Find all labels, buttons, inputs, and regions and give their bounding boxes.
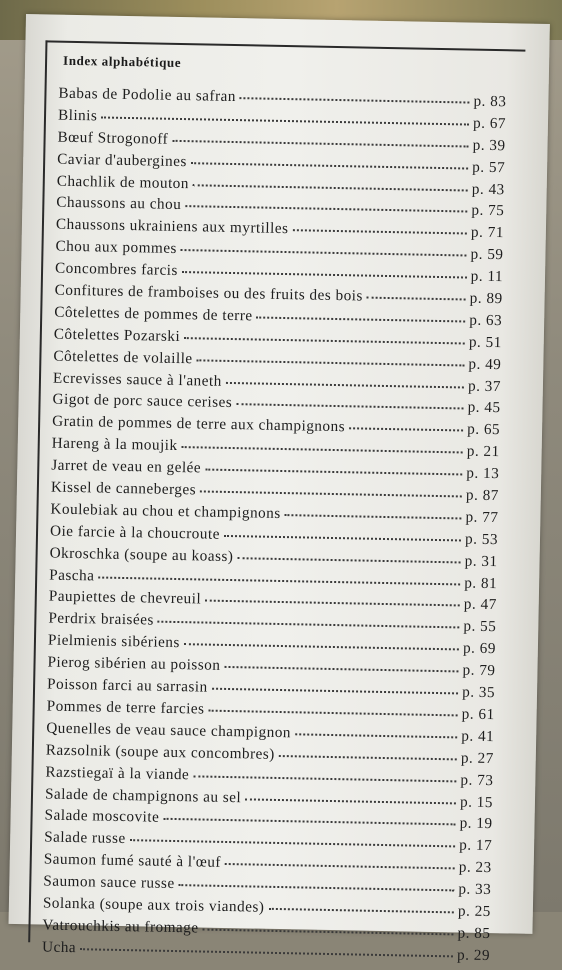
dot-leader <box>205 466 462 476</box>
entry-page-number: p. 19 <box>459 814 493 833</box>
entry-page-number: p. 27 <box>460 749 494 767</box>
entry-label: Saumon sauce russe <box>43 872 175 893</box>
dot-leader <box>193 772 456 782</box>
entry-page-number: p. 57 <box>472 158 506 176</box>
dot-leader <box>80 945 453 957</box>
dot-leader <box>197 356 465 366</box>
entry-label: Perdrix braisées <box>48 609 154 629</box>
entry-page-number: p. 55 <box>463 617 497 636</box>
entry-label: Pascha <box>49 566 95 585</box>
entry-page-number: p. 33 <box>458 880 492 899</box>
entry-label: Ucha <box>41 938 77 956</box>
entry-page-number: p. 21 <box>466 442 500 461</box>
dot-leader <box>292 226 467 234</box>
dot-leader <box>205 597 460 607</box>
dot-leader <box>225 860 455 869</box>
entry-label: Razstiegaï à la viande <box>45 763 190 783</box>
entry-label: Okroschka (soupe au koass) <box>49 544 234 565</box>
entry-page-number: p. 85 <box>457 924 491 942</box>
entry-page-number: p. 67 <box>472 114 507 133</box>
dot-leader <box>257 313 466 322</box>
entry-label: Confitures de framboises ou des fruits des bois <box>54 281 364 305</box>
dot-leader <box>245 795 456 804</box>
entry-page-number: p. 41 <box>461 727 495 745</box>
dot-leader <box>98 573 460 585</box>
entry-page-number: p. 69 <box>462 639 497 658</box>
dot-leader <box>184 640 459 650</box>
entry-page-number: p. 81 <box>464 574 498 592</box>
dot-leader <box>179 881 455 891</box>
entry-label: Salade de champignons au sel <box>44 785 242 806</box>
entry-label: Côtelettes de volaille <box>53 347 193 367</box>
book-page <box>9 14 550 964</box>
dot-leader <box>130 836 456 847</box>
entry-label: Babas de Podolie au safran <box>58 84 237 106</box>
entry-page-number: p. 51 <box>468 333 502 351</box>
dot-leader <box>268 905 454 914</box>
dot-leader <box>191 159 469 169</box>
entry-label: Chou aux pommes <box>55 237 178 258</box>
entry-page-number: p. 49 <box>468 355 502 373</box>
index-title: Index alphabétique <box>62 52 182 70</box>
entry-label: Oie farcie à la choucroute <box>49 522 221 543</box>
entry-page-number: p. 53 <box>464 530 499 548</box>
entry-page-number: p. 79 <box>462 661 496 680</box>
dot-leader <box>200 487 462 497</box>
entry-label: Saumon fumé sauté à l'œuf <box>43 850 222 872</box>
dot-leader <box>224 663 458 672</box>
dot-leader <box>236 401 464 410</box>
entry-page-number: p. 15 <box>459 792 494 811</box>
dot-leader <box>224 532 461 542</box>
entry-page-number: p. 25 <box>457 902 492 921</box>
entry-label: Razsolnik (soupe aux concombres) <box>45 741 276 763</box>
entry-page-number: p. 47 <box>463 596 497 614</box>
dot-leader <box>212 685 459 695</box>
entry-page-number: p. 13 <box>466 464 500 483</box>
entry-page-number: p. 65 <box>467 420 501 439</box>
dot-leader <box>158 618 460 629</box>
entry-page-number: p. 77 <box>465 508 499 527</box>
entry-page-number: p. 83 <box>473 92 507 111</box>
entry-label: Salade russe <box>44 828 126 848</box>
entry-label: Côtelettes Pozarski <box>53 325 181 345</box>
entry-page-number: p. 87 <box>465 486 500 505</box>
dot-leader <box>285 511 462 519</box>
entry-label: Kissel de canneberges <box>50 478 197 499</box>
entry-page-number: p. 71 <box>470 223 505 242</box>
entry-label: Gratin de pommes de terre aux champignons <box>52 412 346 436</box>
dot-leader <box>193 181 468 191</box>
dot-leader <box>181 246 467 256</box>
dot-leader <box>182 443 463 453</box>
entry-page-number: p. 35 <box>462 683 496 702</box>
entry-page-number: p. 37 <box>467 377 502 395</box>
entry-label: Vatrouchkis au fromage <box>42 916 199 937</box>
dot-leader <box>172 137 469 148</box>
entry-label: Gigot de porc sauce cerises <box>52 391 233 412</box>
index-list <box>42 85 507 969</box>
entry-label: Salade moscovite <box>44 806 160 827</box>
entry-label: Chachlik de mouton <box>56 172 190 192</box>
entry-page-number: p. 31 <box>464 552 498 570</box>
entry-label: Caviar d'aubergines <box>57 150 187 170</box>
entry-page-number: p. 89 <box>469 289 503 308</box>
entry-label: Blinis <box>57 106 98 125</box>
entry-page-number: p. 75 <box>471 202 505 220</box>
dot-leader <box>367 294 466 301</box>
dot-leader <box>163 815 455 826</box>
entry-page-number: p. 23 <box>458 858 492 877</box>
dot-leader <box>226 378 464 388</box>
entry-label: Ecrevisses sauce à l'aneth <box>52 369 222 390</box>
entry-label: Chaussons au chou <box>56 194 182 214</box>
dot-leader <box>237 554 460 563</box>
entry-page-number: p. 17 <box>459 836 493 855</box>
entry-label: Koulebiak au chou et champignons <box>50 500 281 522</box>
dot-leader <box>184 334 465 344</box>
entry-label: Hareng à la moujik <box>51 434 178 455</box>
dot-leader <box>101 113 469 125</box>
entry-page-number: p. 61 <box>461 705 495 724</box>
entry-label: Pierog sibérien au poisson <box>47 653 221 675</box>
entry-label: Pommes de terre farcies <box>46 697 205 718</box>
entry-page-number: p. 43 <box>471 180 505 198</box>
entry-label: Paupiettes de chevreuil <box>48 588 202 608</box>
entry-page-number: p. 11 <box>470 267 504 286</box>
entry-label: Bœuf Strogonoff <box>57 128 169 148</box>
dot-leader <box>203 925 454 935</box>
entry-page-number: p. 39 <box>472 136 506 155</box>
dot-leader <box>240 94 470 103</box>
entry-page-number: p. 29 <box>456 946 491 964</box>
entry-label: Concombres farcis <box>54 259 179 280</box>
dot-leader <box>185 203 467 213</box>
dot-leader <box>208 707 457 717</box>
dot-leader <box>349 425 463 432</box>
dot-leader <box>295 730 457 738</box>
entry-label: Pielmienis sibériens <box>47 631 181 652</box>
entry-page-number: p. 45 <box>467 399 501 417</box>
entry-page-number: p. 73 <box>460 771 494 789</box>
entry-label: Quenelles de veau sauce champignon <box>46 719 292 742</box>
entry-label: Jarret de veau en gelée <box>51 456 202 477</box>
dot-leader <box>279 752 457 760</box>
entry-page-number: p. 63 <box>469 311 503 330</box>
entry-label: Côtelettes de pommes de terre <box>54 303 253 325</box>
entry-label: Solanka (soupe aux trois viandes) <box>42 894 265 916</box>
entry-page-number: p. 59 <box>470 245 504 264</box>
dot-leader <box>182 268 467 278</box>
entry-label: Chaussons ukrainiens aux myrtilles <box>55 215 289 238</box>
entry-label: Poisson farci au sarrasin <box>46 675 208 696</box>
